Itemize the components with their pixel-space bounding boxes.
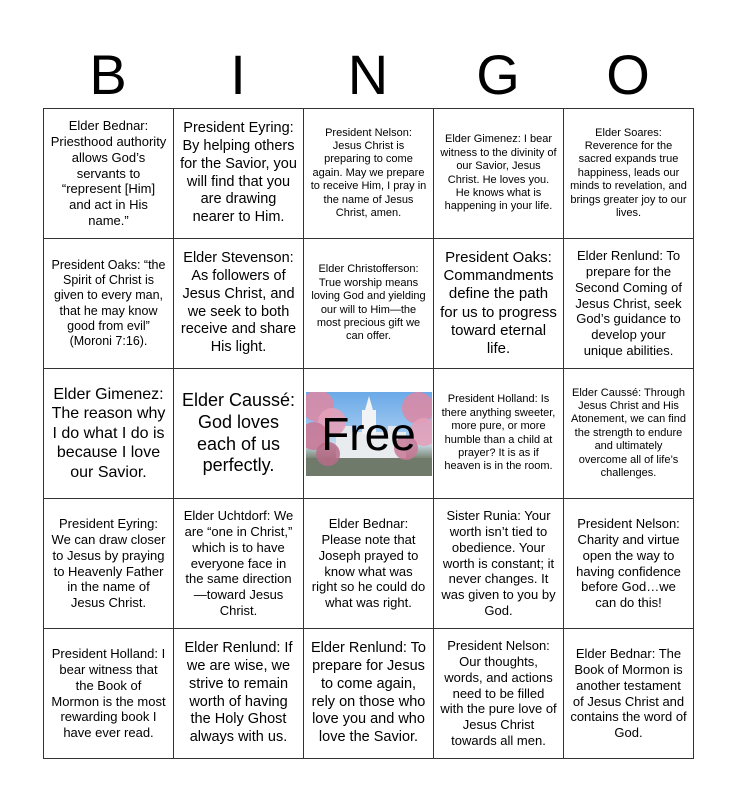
free-space-cell[interactable] [304,369,434,499]
bingo-cell[interactable]: Elder Gimenez: The reason why I do what I do is because I love our Savior. [44,369,174,499]
header-letter-i: I [230,43,246,106]
bingo-cell[interactable]: President Nelson: Jesus Christ is preparing to come again. May we prepare to receive Him, I pray in the name of Jesus Christ, amen. [304,109,434,239]
bingo-cell[interactable]: Elder Gimenez: I bear witness to the divinity of our Savior, Jesus Christ. He loves you. He knows what is happening in your life. [434,109,564,239]
bingo-row [44,629,694,759]
free-space-label: Free [321,407,416,460]
bingo-cell[interactable]: Elder Renlund: To prepare for Jesus to come again, rely on those who love you and who love the Savior. [304,629,434,759]
bingo-card [43,108,694,759]
bingo-row [44,239,694,369]
bingo-cell[interactable]: President Nelson: Charity and virtue open the way to having confidence before God…we can do this! [564,499,694,629]
bingo-cell[interactable]: President Eyring: We can draw closer to Jesus by praying to Heavenly Father in the name of Jesus Christ. [44,499,174,629]
bingo-cell[interactable]: President Oaks: Commandments define the path for us to progress toward eternal life. [434,239,564,369]
header-letter-b: B [89,43,127,106]
bingo-cell[interactable]: Sister Runia: Your worth isn’t tied to obedience. Your worth is constant; it never changes. It was given to you by God. [434,499,564,629]
bingo-cell[interactable]: President Eyring: By helping others for the Savior, you will find that you are drawing nearer to Him. [174,109,304,239]
bingo-cell[interactable]: President Holland: I bear witness that the Book of Mormon is the most rewarding book I have ever read. [44,629,174,759]
bingo-cell[interactable]: Elder Renlund: If we are wise, we strive to remain worth of having the Holy Ghost always with us. [174,629,304,759]
bingo-cell[interactable]: Elder Caussé: Through Jesus Christ and His Atonement, we can find the strength to endure and ultimately overcome all of life’s challenges. [564,369,694,499]
bingo-cell[interactable]: Elder Caussé: God loves each of us perfectly. [174,369,304,499]
header-letter-g: G [476,43,520,106]
bingo-cell[interactable]: Elder Soares: Reverence for the sacred expands true happiness, leads our minds to revelation, and brings greater joy to our lives. [564,109,694,239]
bingo-cell[interactable]: President Nelson: Our thoughts, words, and actions need to be filled with the pure love of Jesus Christ towards all men. [434,629,564,759]
bingo-cell[interactable]: Elder Christofferson: True worship means loving God and yielding our will to Him—the most precious gift we can offer. [304,239,434,369]
bingo-row [44,499,694,629]
bingo-row [44,109,694,239]
header-letter-n: N [347,43,389,106]
bingo-cell[interactable]: President Holland: Is there anything sweeter, more pure, or more humble than a child at prayer? It is as if heaven is in the room. [434,369,564,499]
bingo-header [43,42,693,108]
bingo-cell[interactable]: Elder Bednar: The Book of Mormon is another testament of Jesus Christ and contains the word of God. [564,629,694,759]
bingo-cell[interactable]: President Oaks: “the Spirit of Christ is given to every man, that he may know good from evil” (Moroni 7:16). [44,239,174,369]
bingo-row [44,369,694,499]
bingo-cell[interactable]: Elder Bednar: Please note that Joseph prayed to know what was right so he could do what was right. [304,499,434,629]
temple-photo-icon [306,392,432,476]
bingo-cell[interactable]: Elder Stevenson: As followers of Jesus Christ, and we seek to both receive and share His light. [174,239,304,369]
bingo-cell[interactable]: Elder Renlund: To prepare for the Second Coming of Jesus Christ, seek God’s guidance to develop your unique abilities. [564,239,694,369]
header-letter-o: O [606,43,650,106]
bingo-cell[interactable]: Elder Bednar: Priesthood authority allows God’s servants to “represent [Him] and act in His name.” [44,109,174,239]
bingo-cell[interactable]: Elder Uchtdorf: We are “one in Christ,” which is to have everyone face in the same direction—toward Jesus Christ. [174,499,304,629]
